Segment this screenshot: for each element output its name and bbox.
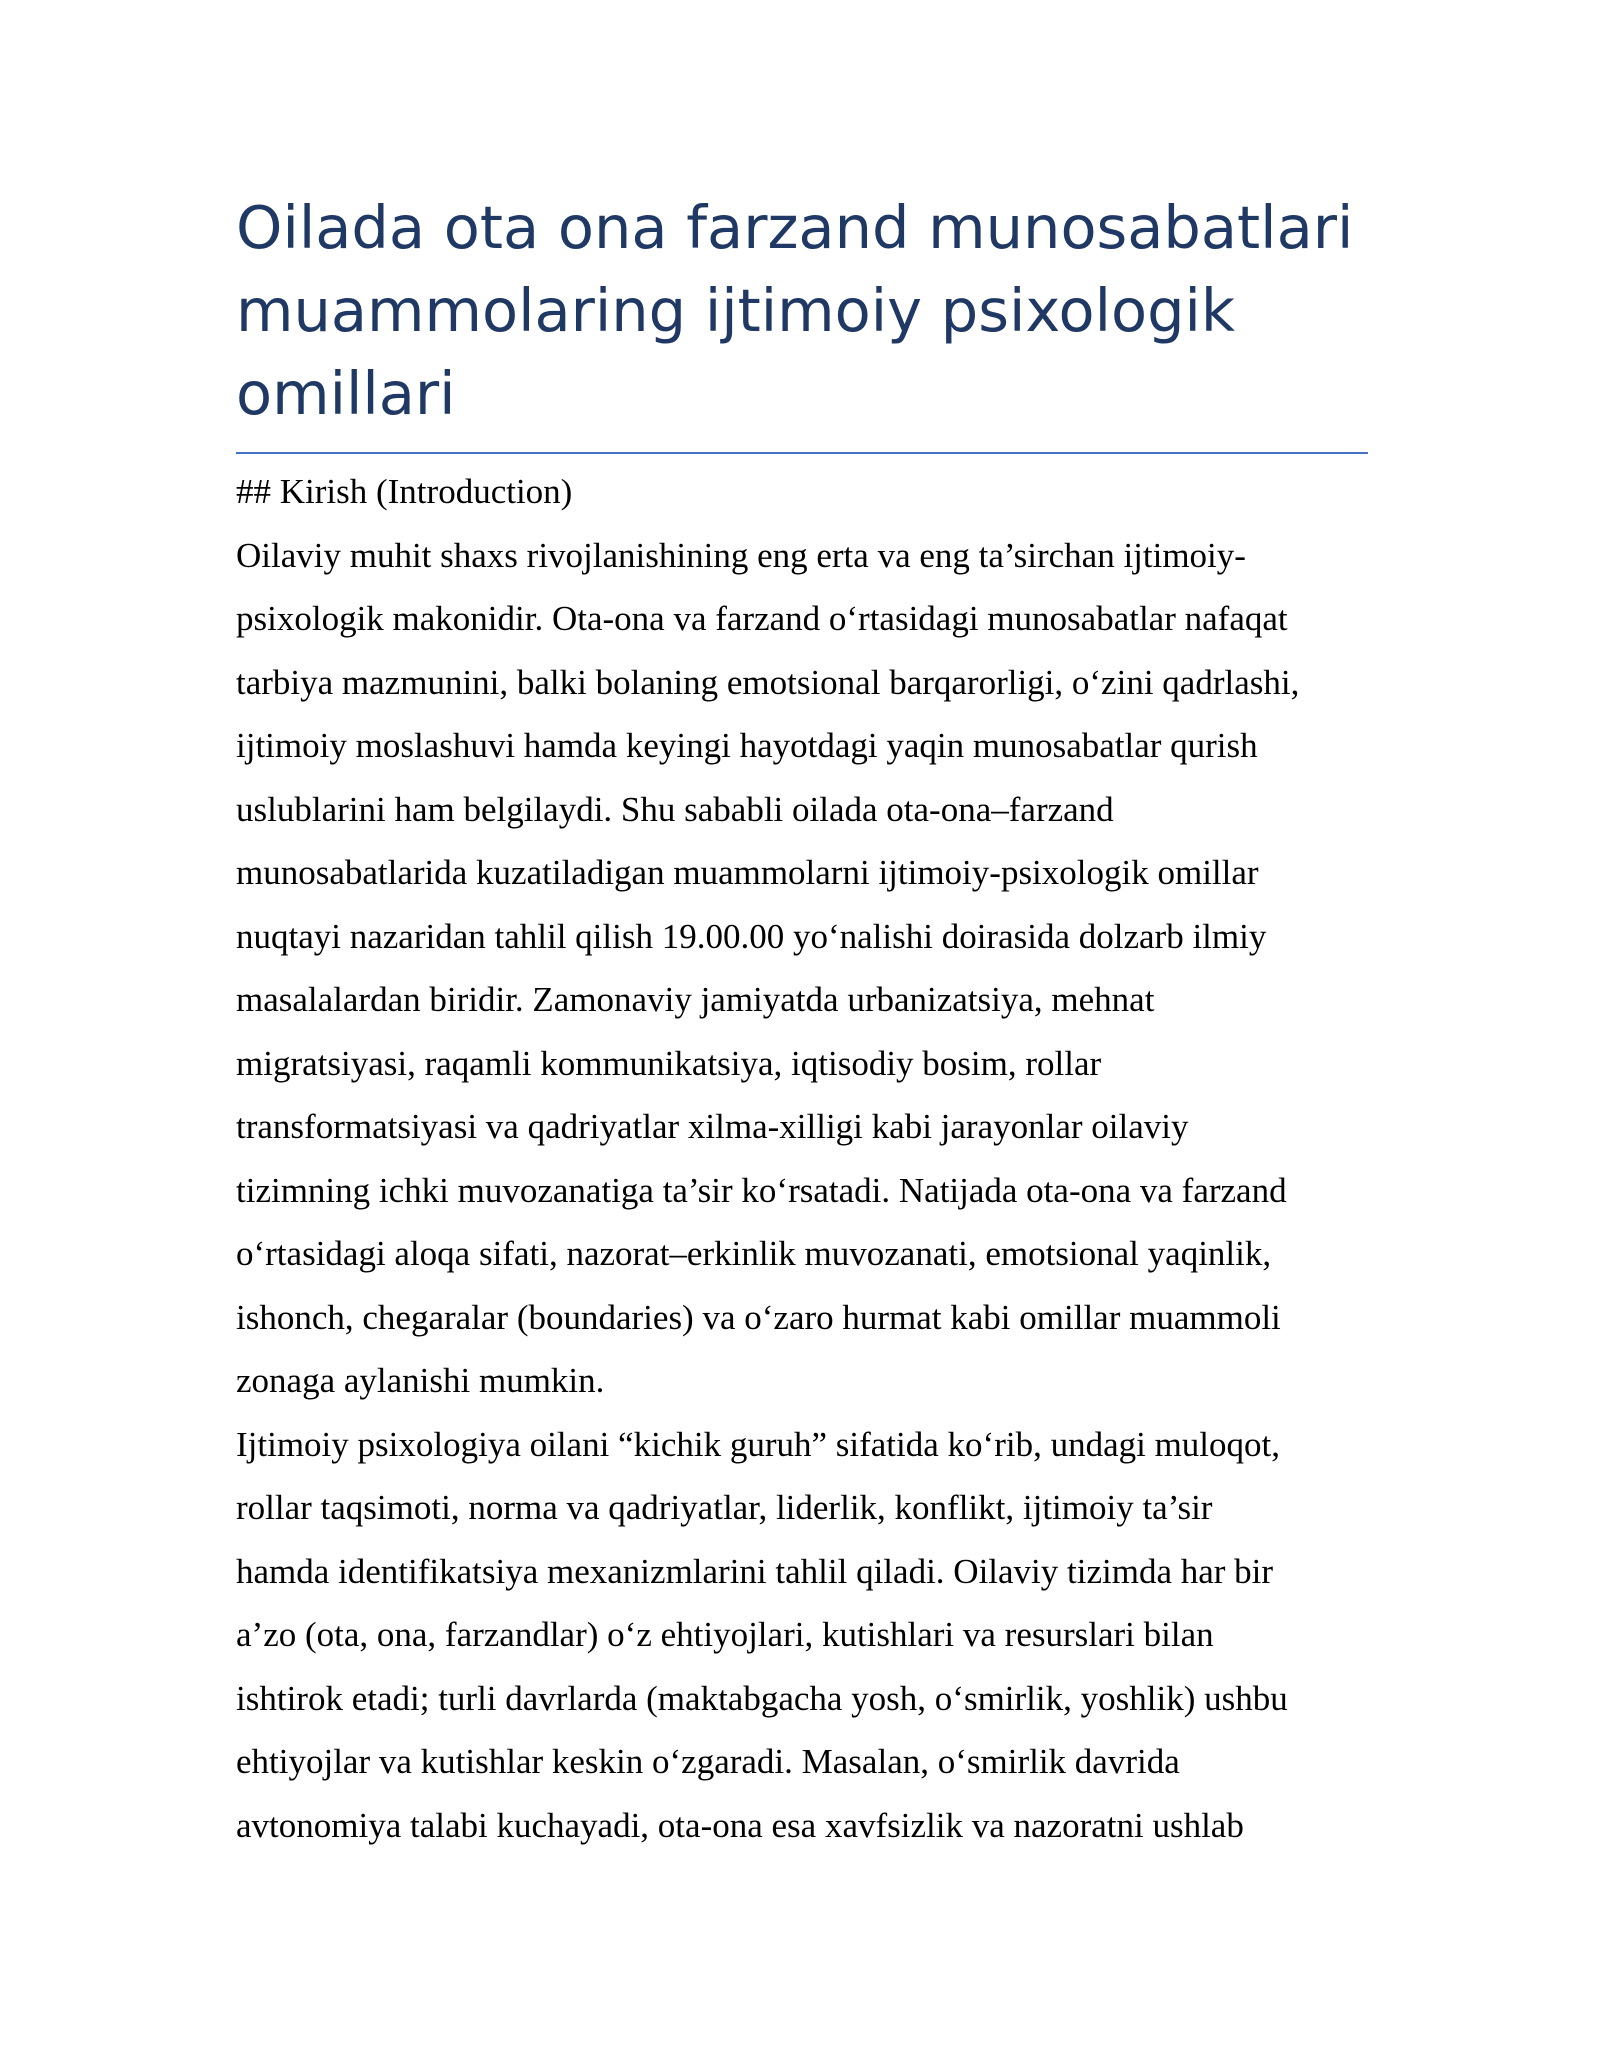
title-underline — [236, 452, 1368, 454]
section-heading: ## Kirish (Introduction) — [236, 472, 573, 511]
title-line: omillari — [236, 359, 456, 428]
paragraph-line: tizimning ichki muvozanatiga ta’sir ko‘rsatadi. Natijada ota-ona va farzand — [236, 1170, 1287, 1210]
paragraph-line: avtonomiya talabi kuchayadi, ota-ona esa xavfsizlik va nazoratni ushlab — [236, 1805, 1244, 1845]
title-line: muammolaring ijtimoiy psixologik — [236, 276, 1236, 345]
paragraph-line: rollar taqsimoti, norma va qadriyatlar, liderlik, konflikt, ijtimoiy ta’sir — [236, 1488, 1213, 1527]
document-content — [236, 186, 1366, 1857]
paragraph-line: uslublarini ham belgilaydi. Shu sababli oilada ota-ona–farzand — [236, 789, 1114, 829]
paragraph-line: tarbiya mazmunini, balki bolaning emotsional barqarorligi, o‘zini qadrlashi, — [236, 662, 1300, 702]
paragraph-line: ishonch, chegaralar (boundaries) va o‘zaro hurmat kabi omillar muammoli — [236, 1297, 1281, 1337]
paragraph-2 — [236, 1413, 1366, 1858]
paragraph-line: munosabatlarida kuzatiladigan muammolarni ijtimoiy-psixologik omillar — [236, 853, 1259, 892]
paragraph-line: Oilaviy muhit shaxs rivojlanishining eng erta va eng ta’sirchan ijtimoiy- — [236, 535, 1246, 575]
paragraph-line: hamda identifikatsiya mexanizmlarini tahlil qiladi. Oilaviy tizimda har bir — [236, 1551, 1274, 1591]
document-title — [236, 186, 1366, 435]
paragraph-line: zonaga aylanishi mumkin. — [236, 1361, 605, 1400]
paragraph-line: ehtiyojlar va kutishlar keskin o‘zgaradi. Masalan, o‘smirlik davrida — [236, 1742, 1180, 1781]
title-line: Oilada ota ona farzand munosabatlari — [236, 193, 1354, 262]
paragraph-line: nuqtayi nazaridan tahlil qilish 19.00.00 yo‘nalishi doirasida dolzarb ilmiy — [236, 916, 1267, 956]
paragraph-line: transformatsiyasi va qadriyatlar xilma-xilligi kabi jarayonlar oilaviy — [236, 1107, 1189, 1146]
paragraph-line: migratsiyasi, raqamli kommunikatsiya, iqtisodiy bosim, rollar — [236, 1043, 1102, 1083]
paragraph-line: o‘rtasidagi aloqa sifati, nazorat–erkinlik muvozanati, emotsional yaqinlik, — [236, 1234, 1272, 1273]
paragraph-line: ishtirok etadi; turli davrlarda (maktabgacha yosh, o‘smirlik, yoshlik) ushbu — [236, 1678, 1288, 1718]
paragraph-line: masalalardan biridir. Zamonaviy jamiyatda urbanizatsiya, mehnat — [236, 980, 1155, 1019]
paragraph-line: a’zo (ota, ona, farzandlar) o‘z ehtiyojlari, kutishlari va resurslari bilan — [236, 1615, 1214, 1654]
paragraph-1 — [236, 524, 1366, 1413]
paragraph-line: psixologik makonidir. Ota-ona va farzand o‘rtasidagi munosabatlar nafaqat — [236, 599, 1288, 638]
paragraph-line: ijtimoiy moslashuvi hamda keyingi hayotdagi yaqin munosabatlar qurish — [236, 726, 1258, 765]
paragraph-line: Ijtimoiy psixologiya oilani “kichik guruh” sifatida ko‘rib, undagi muloqot, — [236, 1424, 1281, 1464]
